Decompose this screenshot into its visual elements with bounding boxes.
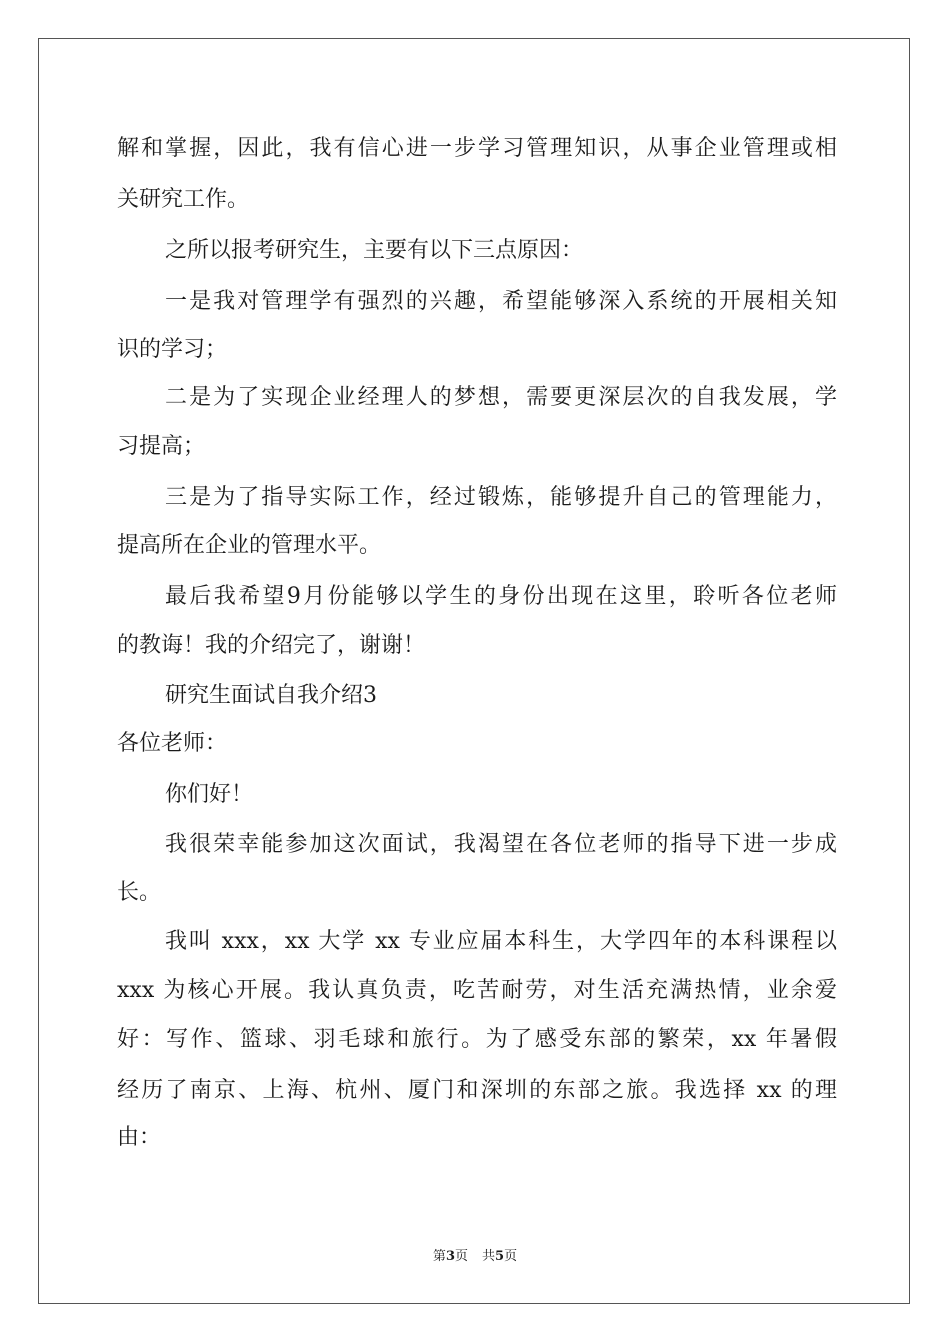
text-line: 由： [117,1125,162,1150]
current-page-number: 3 [445,1249,455,1264]
text-line: xxx 为核心开展。我认真负责，吃苦耐劳，对生活充满热情，业余爱 [117,978,837,1003]
text-line: 关研究工作。 [117,187,250,212]
text-line: 好：写作、篮球、羽毛球和旅行。为了感受东部的繁荣，xx 年暑假 [117,1027,837,1052]
text-line: 的教诲！我的介绍完了，谢谢！ [117,633,426,658]
page-prefix: 第 [432,1249,446,1264]
text-line: 经历了南京、上海、杭州、厦门和深圳的东部之旅。我选择 xx 的理 [117,1078,837,1103]
page-unit: 页 [454,1249,468,1264]
text-line: 长。 [117,880,162,905]
page-footer [0,1247,950,1267]
salutation: 各位老师： [117,731,228,756]
text-line: 三是为了指导实际工作，经过锻炼，能够提升自己的管理能力， [165,485,837,510]
text-line: 识的学习； [117,337,228,362]
text-line: 最后我希望9月份能够以学生的身份出现在这里，聆听各位老师 [165,584,837,609]
text-line: 二是为了实现企业经理人的梦想，需要更深层次的自我发展，学 [165,385,837,410]
total-page-count: 5 [495,1249,505,1264]
section-heading: 研究生面试自我介绍3 [165,683,377,708]
text-line: 提高所在企业的管理水平。 [117,533,382,558]
text-line: 一是我对管理学有强烈的兴趣，希望能够深入系统的开展相关知 [165,289,837,314]
total-unit: 页 [504,1249,518,1264]
text-line: 解和掌握，因此，我有信心进一步学习管理知识，从事企业管理或相 [117,136,837,161]
text-line: 习提高； [117,434,206,459]
total-prefix: 共 [482,1249,496,1264]
greeting: 你们好！ [165,782,254,807]
page-border [38,38,910,1304]
text-line: 我叫 xxx，xx 大学 xx 专业应届本科生，大学四年的本科课程以 [165,929,837,954]
text-line: 我很荣幸能参加这次面试，我渴望在各位老师的指导下进一步成 [165,832,837,857]
text-line: 之所以报考研究生，主要有以下三点原因： [165,238,584,263]
